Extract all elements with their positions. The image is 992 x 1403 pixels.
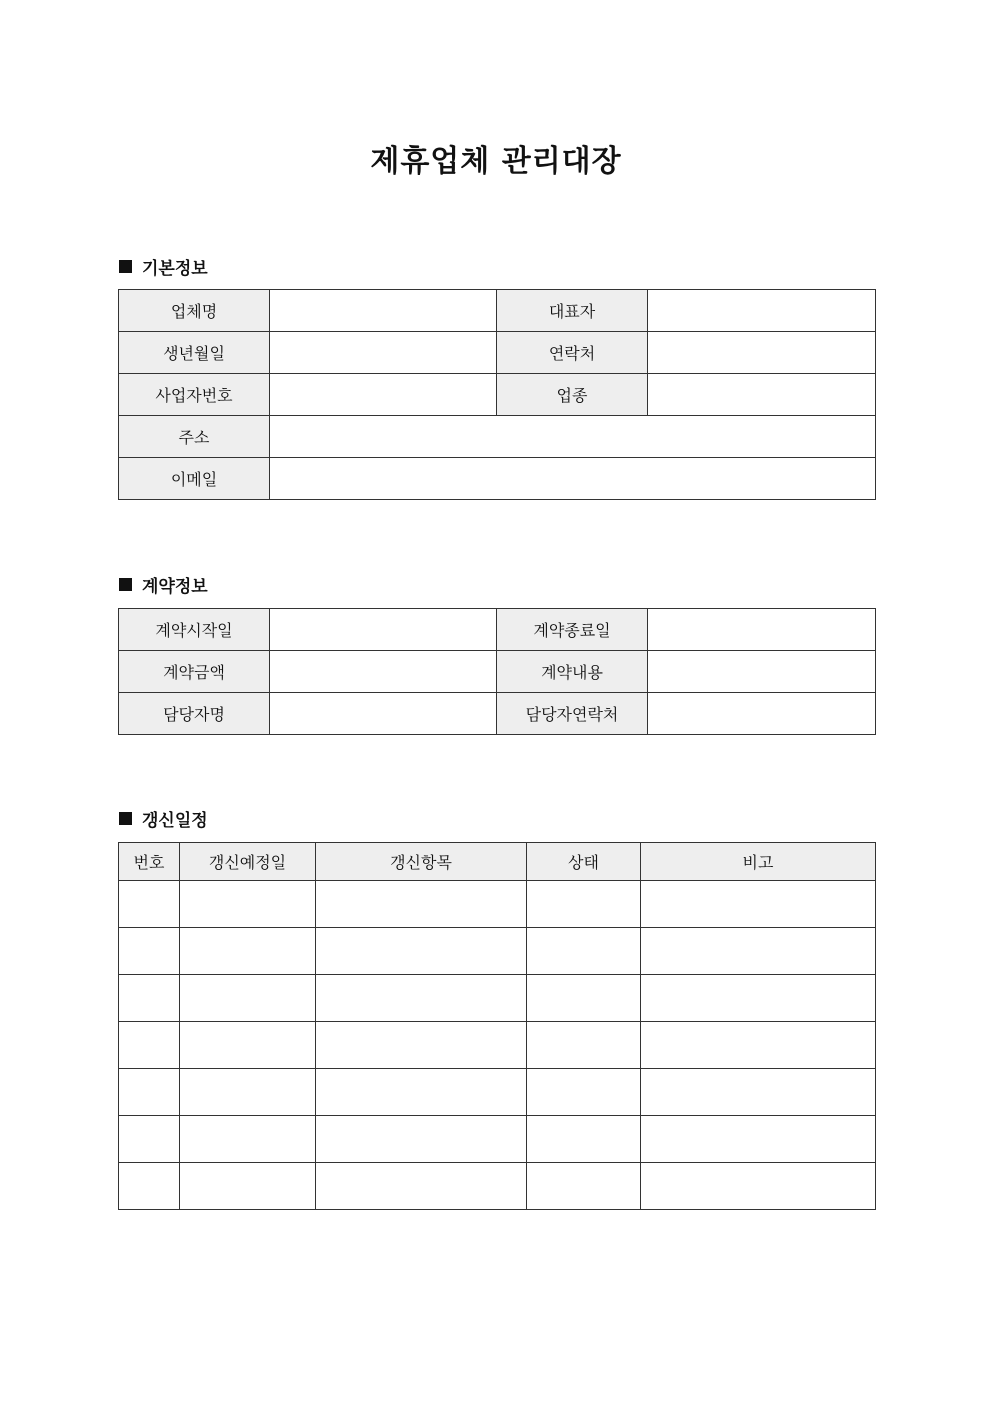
contract-start-field[interactable] xyxy=(270,609,497,651)
column-header-number: 번호 xyxy=(119,843,180,881)
table-cell[interactable] xyxy=(119,1116,180,1163)
contact-field[interactable] xyxy=(648,332,876,374)
table-cell[interactable] xyxy=(641,1163,876,1210)
table-row xyxy=(119,1069,876,1116)
table-cell[interactable] xyxy=(316,1069,527,1116)
table-cell[interactable] xyxy=(119,928,180,975)
contract-amount-label: 계약금액 xyxy=(119,651,270,693)
column-header-renewal-item: 갱신항목 xyxy=(316,843,527,881)
table-cell[interactable] xyxy=(316,975,527,1022)
company-name-field[interactable] xyxy=(270,290,497,332)
table-cell[interactable] xyxy=(527,1022,641,1069)
table-cell[interactable] xyxy=(180,1069,316,1116)
table-cell[interactable] xyxy=(527,1116,641,1163)
square-bullet-icon xyxy=(119,578,132,591)
contract-end-field[interactable] xyxy=(648,609,876,651)
birth-date-label: 생년월일 xyxy=(119,332,270,374)
table-cell[interactable] xyxy=(180,881,316,928)
email-label: 이메일 xyxy=(119,458,270,500)
manager-name-field[interactable] xyxy=(270,693,497,735)
table-cell[interactable] xyxy=(180,975,316,1022)
contract-start-label: 계약시작일 xyxy=(119,609,270,651)
table-cell[interactable] xyxy=(119,1022,180,1069)
table-header-row xyxy=(119,843,876,881)
table-row xyxy=(119,332,876,374)
basic-info-heading xyxy=(119,254,208,279)
industry-field[interactable] xyxy=(648,374,876,416)
table-cell[interactable] xyxy=(527,1069,641,1116)
table-row xyxy=(119,1022,876,1069)
square-bullet-icon xyxy=(119,812,132,825)
contract-info-heading xyxy=(119,572,208,597)
table-cell[interactable] xyxy=(641,1069,876,1116)
table-row xyxy=(119,374,876,416)
table-cell[interactable] xyxy=(527,928,641,975)
contract-amount-field[interactable] xyxy=(270,651,497,693)
contract-info-table xyxy=(118,608,876,735)
table-cell[interactable] xyxy=(641,1116,876,1163)
column-header-remarks: 비고 xyxy=(641,843,876,881)
table-cell[interactable] xyxy=(119,1069,180,1116)
contract-info-heading-label: 계약정보 xyxy=(142,577,208,597)
business-number-field[interactable] xyxy=(270,374,497,416)
company-name-label: 업체명 xyxy=(119,290,270,332)
table-cell[interactable] xyxy=(119,975,180,1022)
table-row xyxy=(119,290,876,332)
manager-contact-label: 담당자연락처 xyxy=(497,693,648,735)
table-cell[interactable] xyxy=(527,975,641,1022)
ceo-field[interactable] xyxy=(648,290,876,332)
table-cell[interactable] xyxy=(527,881,641,928)
renewal-schedule-table xyxy=(118,842,876,1210)
table-cell[interactable] xyxy=(641,928,876,975)
table-cell[interactable] xyxy=(641,881,876,928)
contract-end-label: 계약종료일 xyxy=(497,609,648,651)
table-row xyxy=(119,975,876,1022)
table-cell[interactable] xyxy=(180,1116,316,1163)
table-cell[interactable] xyxy=(180,1163,316,1210)
table-cell[interactable] xyxy=(119,881,180,928)
table-row xyxy=(119,881,876,928)
table-cell[interactable] xyxy=(316,928,527,975)
business-number-label: 사업자번호 xyxy=(119,374,270,416)
table-row xyxy=(119,928,876,975)
table-cell[interactable] xyxy=(316,1022,527,1069)
basic-info-heading-label: 기본정보 xyxy=(142,259,208,279)
table-cell[interactable] xyxy=(316,1116,527,1163)
manager-contact-field[interactable] xyxy=(648,693,876,735)
birth-date-field[interactable] xyxy=(270,332,497,374)
table-cell[interactable] xyxy=(641,1022,876,1069)
industry-label: 업종 xyxy=(497,374,648,416)
address-label: 주소 xyxy=(119,416,270,458)
contract-content-field[interactable] xyxy=(648,651,876,693)
table-row xyxy=(119,416,876,458)
column-header-renewal-date: 갱신예정일 xyxy=(180,843,316,881)
document-title: 제휴업체 관리대장 xyxy=(370,144,622,179)
table-cell[interactable] xyxy=(527,1163,641,1210)
table-cell[interactable] xyxy=(641,975,876,1022)
table-cell[interactable] xyxy=(180,928,316,975)
renewal-schedule-heading-label: 갱신일정 xyxy=(142,811,208,831)
address-field[interactable] xyxy=(270,416,876,458)
manager-name-label: 담당자명 xyxy=(119,693,270,735)
table-row xyxy=(119,693,876,735)
renewal-schedule-heading xyxy=(119,806,208,831)
table-cell[interactable] xyxy=(316,881,527,928)
table-cell[interactable] xyxy=(316,1163,527,1210)
column-header-status: 상태 xyxy=(527,843,641,881)
email-field[interactable] xyxy=(270,458,876,500)
square-bullet-icon xyxy=(119,260,132,273)
ceo-label: 대표자 xyxy=(497,290,648,332)
table-row xyxy=(119,458,876,500)
table-cell[interactable] xyxy=(119,1163,180,1210)
contact-label: 연락처 xyxy=(497,332,648,374)
table-row xyxy=(119,1116,876,1163)
table-row xyxy=(119,609,876,651)
table-row xyxy=(119,1163,876,1210)
basic-info-table xyxy=(118,289,876,500)
contract-content-label: 계약내용 xyxy=(497,651,648,693)
table-row xyxy=(119,651,876,693)
table-cell[interactable] xyxy=(180,1022,316,1069)
